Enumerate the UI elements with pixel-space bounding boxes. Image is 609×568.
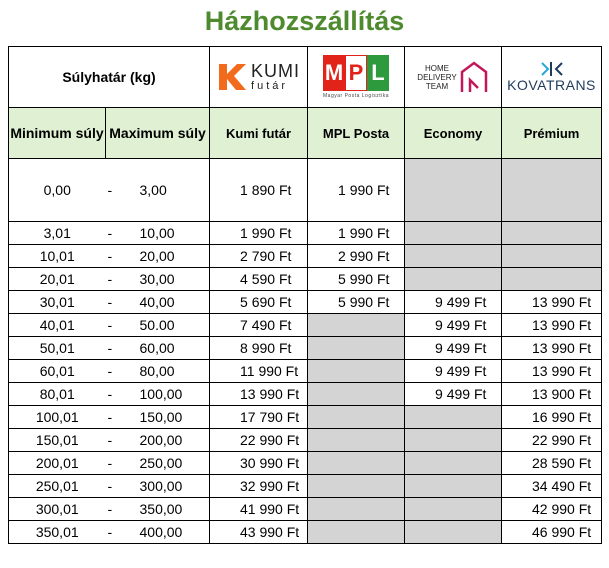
premium-price-cell (502, 245, 602, 268)
economy-price-cell (405, 452, 502, 475)
premium-column-header: Prémium (502, 108, 602, 159)
max-weight-value: 150,00 (139, 409, 183, 425)
table-row (9, 222, 602, 245)
range-dash: - (107, 524, 113, 540)
max-weight-value: 30,00 (139, 271, 175, 287)
mpl-price-cell: 5 990 Ft (308, 291, 405, 314)
mpl-price-cell: 5 990 Ft (308, 268, 405, 291)
max-weight-cell (106, 383, 210, 406)
economy-price-cell: 9 499 Ft (405, 383, 502, 406)
premium-price-cell: 13 990 Ft (502, 360, 602, 383)
range-dash: - (107, 501, 113, 517)
economy-price-cell (405, 521, 502, 544)
table-row (9, 429, 602, 452)
mpl-price-cell (308, 383, 405, 406)
kumi-price-cell: 11 990 Ft (210, 360, 308, 383)
table-row (9, 314, 602, 337)
max-weight-value: 300,00 (139, 478, 183, 494)
max-weight-value: 100,00 (139, 386, 183, 402)
table-row (9, 498, 602, 521)
min-weight-cell: 20,01 (9, 268, 106, 291)
kumi-price-cell: 22 990 Ft (210, 429, 308, 452)
economy-price-cell (405, 406, 502, 429)
table-row (9, 360, 602, 383)
max-weight-cell (106, 268, 210, 291)
mpl-price-cell: 1 990 Ft (308, 159, 405, 222)
premium-price-cell: 13 990 Ft (502, 337, 602, 360)
kumi-price-cell: 41 990 Ft (210, 498, 308, 521)
hdt-logo-text (417, 64, 456, 91)
min-weight-cell: 80,01 (9, 383, 106, 406)
page-title: Házhozszállítás (204, 6, 405, 36)
min-weight-cell: 50,01 (9, 337, 106, 360)
kovatrans-logo-word: KOVATRANS (507, 77, 596, 93)
mpl-price-cell (308, 475, 405, 498)
range-dash: - (107, 455, 113, 471)
economy-price-cell: 9 499 Ft (405, 291, 502, 314)
min-weight-cell: 10,01 (9, 245, 106, 268)
shipping-price-table (8, 46, 602, 544)
mpl-price-cell (308, 314, 405, 337)
table-row (9, 159, 602, 222)
kumi-logo-sub: futár (251, 80, 289, 92)
table-row (9, 475, 602, 498)
table-row (9, 452, 602, 475)
kumi-price-cell: 13 990 Ft (210, 383, 308, 406)
max-weight-cell (106, 360, 210, 383)
table-row (9, 268, 602, 291)
mpl-price-cell: 1 990 Ft (308, 222, 405, 245)
min-weight-cell: 40,01 (9, 314, 106, 337)
hdt-line-3: TEAM (425, 81, 449, 91)
max-weight-value: 200,00 (139, 432, 183, 448)
kumi-logo-word: KUMI (251, 61, 301, 81)
kumi-price-cell: 5 690 Ft (210, 291, 308, 314)
mpl-price-cell: 2 990 Ft (308, 245, 405, 268)
max-weight-cell (106, 245, 210, 268)
mpl-price-cell (308, 337, 405, 360)
max-weight-cell (106, 337, 210, 360)
mpl-price-cell (308, 498, 405, 521)
hdt-logo-cell (405, 47, 502, 108)
mpl-price-cell (308, 360, 405, 383)
premium-price-cell: 34 490 Ft (502, 475, 602, 498)
min-weight-cell: 100,01 (9, 406, 106, 429)
table-row (9, 245, 602, 268)
economy-price-cell (405, 429, 502, 452)
hdt-line-2: DELIVERY (417, 72, 457, 82)
economy-price-cell (405, 245, 502, 268)
range-dash: - (107, 294, 113, 310)
premium-price-cell: 42 990 Ft (502, 498, 602, 521)
table-row (9, 383, 602, 406)
economy-price-cell (405, 475, 502, 498)
max-weight-cell (106, 452, 210, 475)
economy-price-cell: 9 499 Ft (405, 337, 502, 360)
mpl-price-cell (308, 429, 405, 452)
premium-price-cell: 28 590 Ft (502, 452, 602, 475)
economy-price-cell: 9 499 Ft (405, 360, 502, 383)
max-weight-value: 3,00 (139, 182, 167, 198)
economy-price-cell (405, 222, 502, 245)
max-weight-cell (106, 291, 210, 314)
max-weight-cell (106, 159, 210, 222)
range-dash: - (107, 363, 113, 379)
premium-price-cell: 13 990 Ft (502, 314, 602, 337)
kovatrans-logo-cell (502, 47, 602, 108)
economy-price-cell (405, 268, 502, 291)
range-dash: - (107, 271, 113, 287)
range-dash: - (107, 182, 113, 198)
max-weight-cell (106, 406, 210, 429)
max-weight-value: 400,00 (139, 524, 183, 540)
max-weight-cell (106, 314, 210, 337)
range-dash: - (107, 248, 113, 264)
economy-price-cell (405, 159, 502, 222)
economy-price-cell (405, 498, 502, 521)
premium-price-cell (502, 159, 602, 222)
min-weight-cell: 0,00 (9, 159, 106, 222)
mpl-logo (323, 55, 389, 91)
column-header-row (9, 108, 602, 159)
min-weight-cell: 250,01 (9, 475, 106, 498)
range-dash: - (107, 386, 113, 402)
max-weight-cell (106, 222, 210, 245)
min-weight-cell: 300,01 (9, 498, 106, 521)
kumi-price-cell: 8 990 Ft (210, 337, 308, 360)
kumi-price-cell: 1 990 Ft (210, 222, 308, 245)
mpl-logo-sub: Magyar Posta Logisztika (323, 93, 389, 99)
kumi-logo-cell (210, 47, 308, 108)
min-weight-cell: 30,01 (9, 291, 106, 314)
kumi-k-icon (217, 62, 247, 92)
premium-price-cell: 13 990 Ft (502, 291, 602, 314)
max-weight-cell (106, 521, 210, 544)
kumi-price-cell: 2 790 Ft (210, 245, 308, 268)
premium-price-cell: 16 990 Ft (502, 406, 602, 429)
mpl-logo-cell (308, 47, 405, 108)
max-weight-cell (106, 429, 210, 452)
mpl-letter-l: L (367, 55, 389, 91)
weight-limit-label: Súlyhatár (kg) (9, 47, 210, 108)
mpl-price-cell (308, 521, 405, 544)
max-weight-value: 250,00 (139, 455, 183, 471)
min-weight-cell: 200,01 (9, 452, 106, 475)
kumi-price-cell: 30 990 Ft (210, 452, 308, 475)
hdt-line-1: HOME (425, 63, 450, 73)
house-icon (459, 60, 489, 94)
premium-price-cell (502, 268, 602, 291)
max-weight-value: 20,00 (139, 248, 175, 264)
min-weight-cell: 60,01 (9, 360, 106, 383)
premium-price-cell: 46 990 Ft (502, 521, 602, 544)
table-row (9, 291, 602, 314)
min-weight-cell: 150,01 (9, 429, 106, 452)
max-weight-value: 350,00 (139, 501, 183, 517)
mpl-price-cell (308, 452, 405, 475)
range-dash: - (107, 409, 113, 425)
max-weight-value: 40,00 (139, 294, 175, 310)
table-row (9, 337, 602, 360)
range-dash: - (107, 478, 113, 494)
table-row (9, 406, 602, 429)
kumi-price-cell: 4 590 Ft (210, 268, 308, 291)
kumi-price-cell: 1 890 Ft (210, 159, 308, 222)
economy-price-cell: 9 499 Ft (405, 314, 502, 337)
min-weight-header: Minimum súly (9, 108, 106, 159)
kumi-price-cell: 32 990 Ft (210, 475, 308, 498)
premium-price-cell: 22 990 Ft (502, 429, 602, 452)
max-weight-value: 60,00 (139, 340, 175, 356)
premium-price-cell (502, 222, 602, 245)
kumi-price-cell: 7 490 Ft (210, 314, 308, 337)
max-weight-header: Maximum súly (106, 108, 210, 159)
kovatrans-arrows-icon (538, 61, 566, 77)
kumi-price-cell: 17 790 Ft (210, 406, 308, 429)
logo-header-row (9, 47, 602, 108)
min-weight-cell: 350,01 (9, 521, 106, 544)
max-weight-value: 80,00 (139, 363, 175, 379)
max-weight-value: 10,00 (139, 225, 175, 241)
max-weight-cell (106, 475, 210, 498)
table-row (9, 521, 602, 544)
kumi-price-cell: 43 990 Ft (210, 521, 308, 544)
premium-price-cell: 13 900 Ft (502, 383, 602, 406)
max-weight-value: 50.00 (139, 317, 175, 333)
kumi-column-header: Kumi futár (210, 108, 308, 159)
range-dash: - (107, 432, 113, 448)
min-weight-cell: 3,01 (9, 222, 106, 245)
range-dash: - (107, 225, 113, 241)
range-dash: - (107, 340, 113, 356)
max-weight-cell (106, 498, 210, 521)
mpl-price-cell (308, 406, 405, 429)
range-dash: - (107, 317, 113, 333)
mpl-letter-m: M (323, 55, 345, 91)
economy-column-header: Economy (405, 108, 502, 159)
mpl-letter-p: P (345, 55, 367, 91)
price-rows (9, 159, 602, 544)
mpl-column-header: MPL Posta (308, 108, 405, 159)
